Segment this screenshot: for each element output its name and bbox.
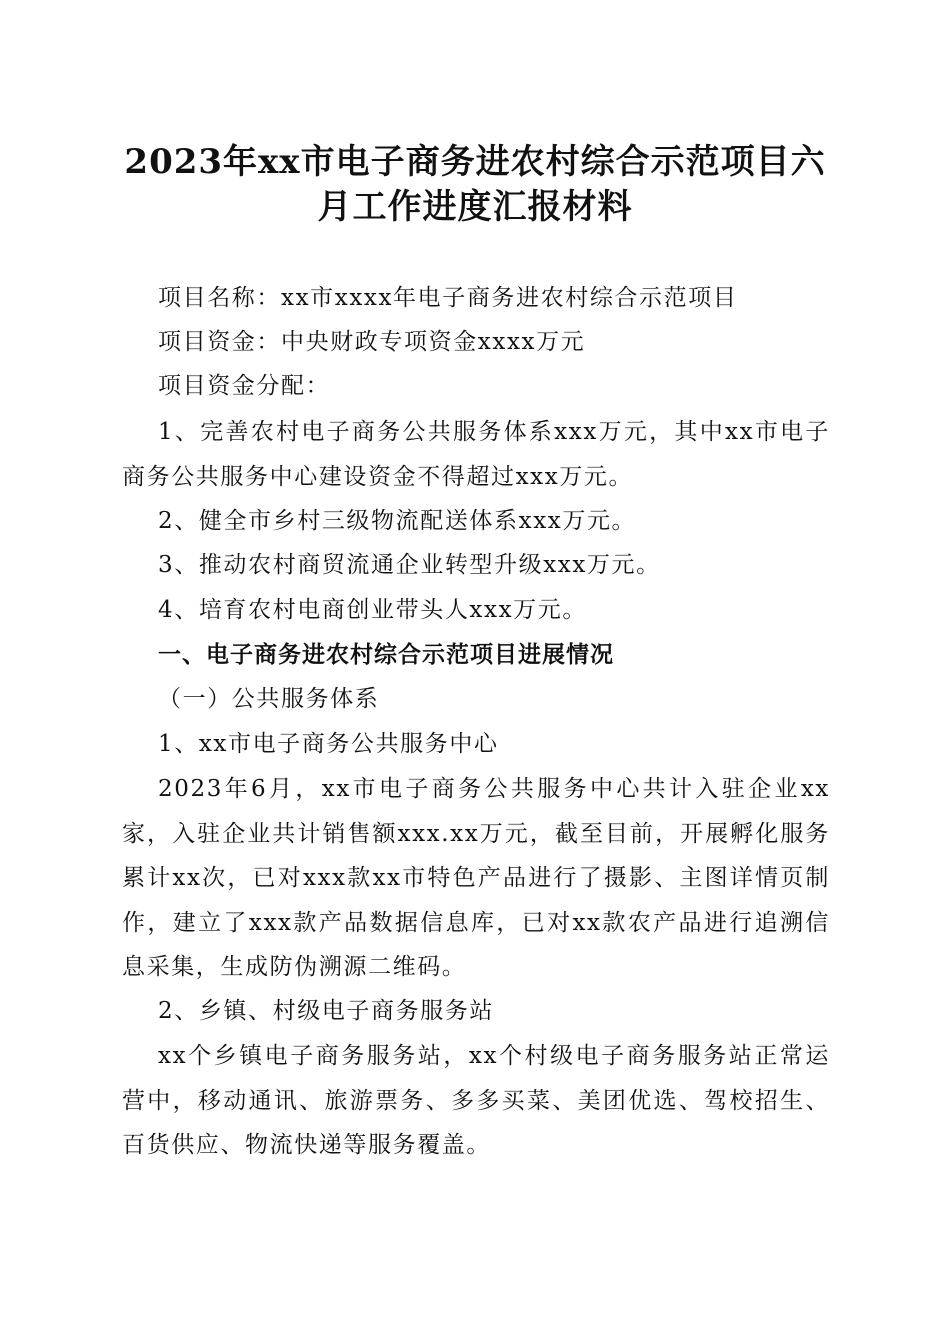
allocation-item-4: 4、培育农村电商创业带头人xxx万元。	[158, 597, 587, 623]
section-1-heading: 一、电子商务进农村综合示范项目进展情况	[158, 642, 614, 668]
project-funds: 项目资金：中央财政专项资金xxxx万元	[158, 329, 586, 355]
allocation-item-3: 3、推动农村商贸流通企业转型升级xxx万元。	[158, 552, 661, 578]
item-1-heading: 1、xx市电子商务公共服务中心	[158, 731, 499, 757]
project-name: 项目名称：xx市xxxx年电子商务进农村综合示范项目	[158, 285, 738, 311]
allocation-item-1: 1、完善农村电子商务公共服务体系xxx万元，其中xx市电子商务公共服务中心建设资金不得超过xxx万元。	[122, 419, 830, 490]
item-2-body: xx个乡镇电子商务服务站，xx个村级电子商务服务站正常运营中，移动通讯、旅游票务、多多买菜、美团优选、驾校招生、百货供应、物流快递等服务覆盖。	[122, 1043, 830, 1158]
funds-allocation-label: 项目资金分配：	[158, 373, 331, 399]
subsection-1-heading: （一）公共服务体系	[158, 686, 380, 712]
allocation-item-2: 2、健全市乡村三级物流配送体系xxx万元。	[158, 508, 637, 534]
item-1-body: 2023年6月，xx市电子商务公共服务中心共计入驻企业xx家，入驻企业共计销售额xxx.xx万元，截至目前，开展孵化服务累计xx次，已对xxx款xx市特色产品进行了摄影、主图详情页制作，建立了xxx款产品数据信息库，已对xx款农产品进行追溯信息采集，生成防伪溯源二维码。	[122, 776, 830, 980]
item-2-heading: 2、乡镇、村级电子商务服务站	[158, 998, 495, 1024]
document-title-line-2: 月工作进度汇报材料	[317, 187, 633, 227]
document-title-line-1: 2023年xx市电子商务进农村综合示范项目六	[124, 142, 826, 182]
